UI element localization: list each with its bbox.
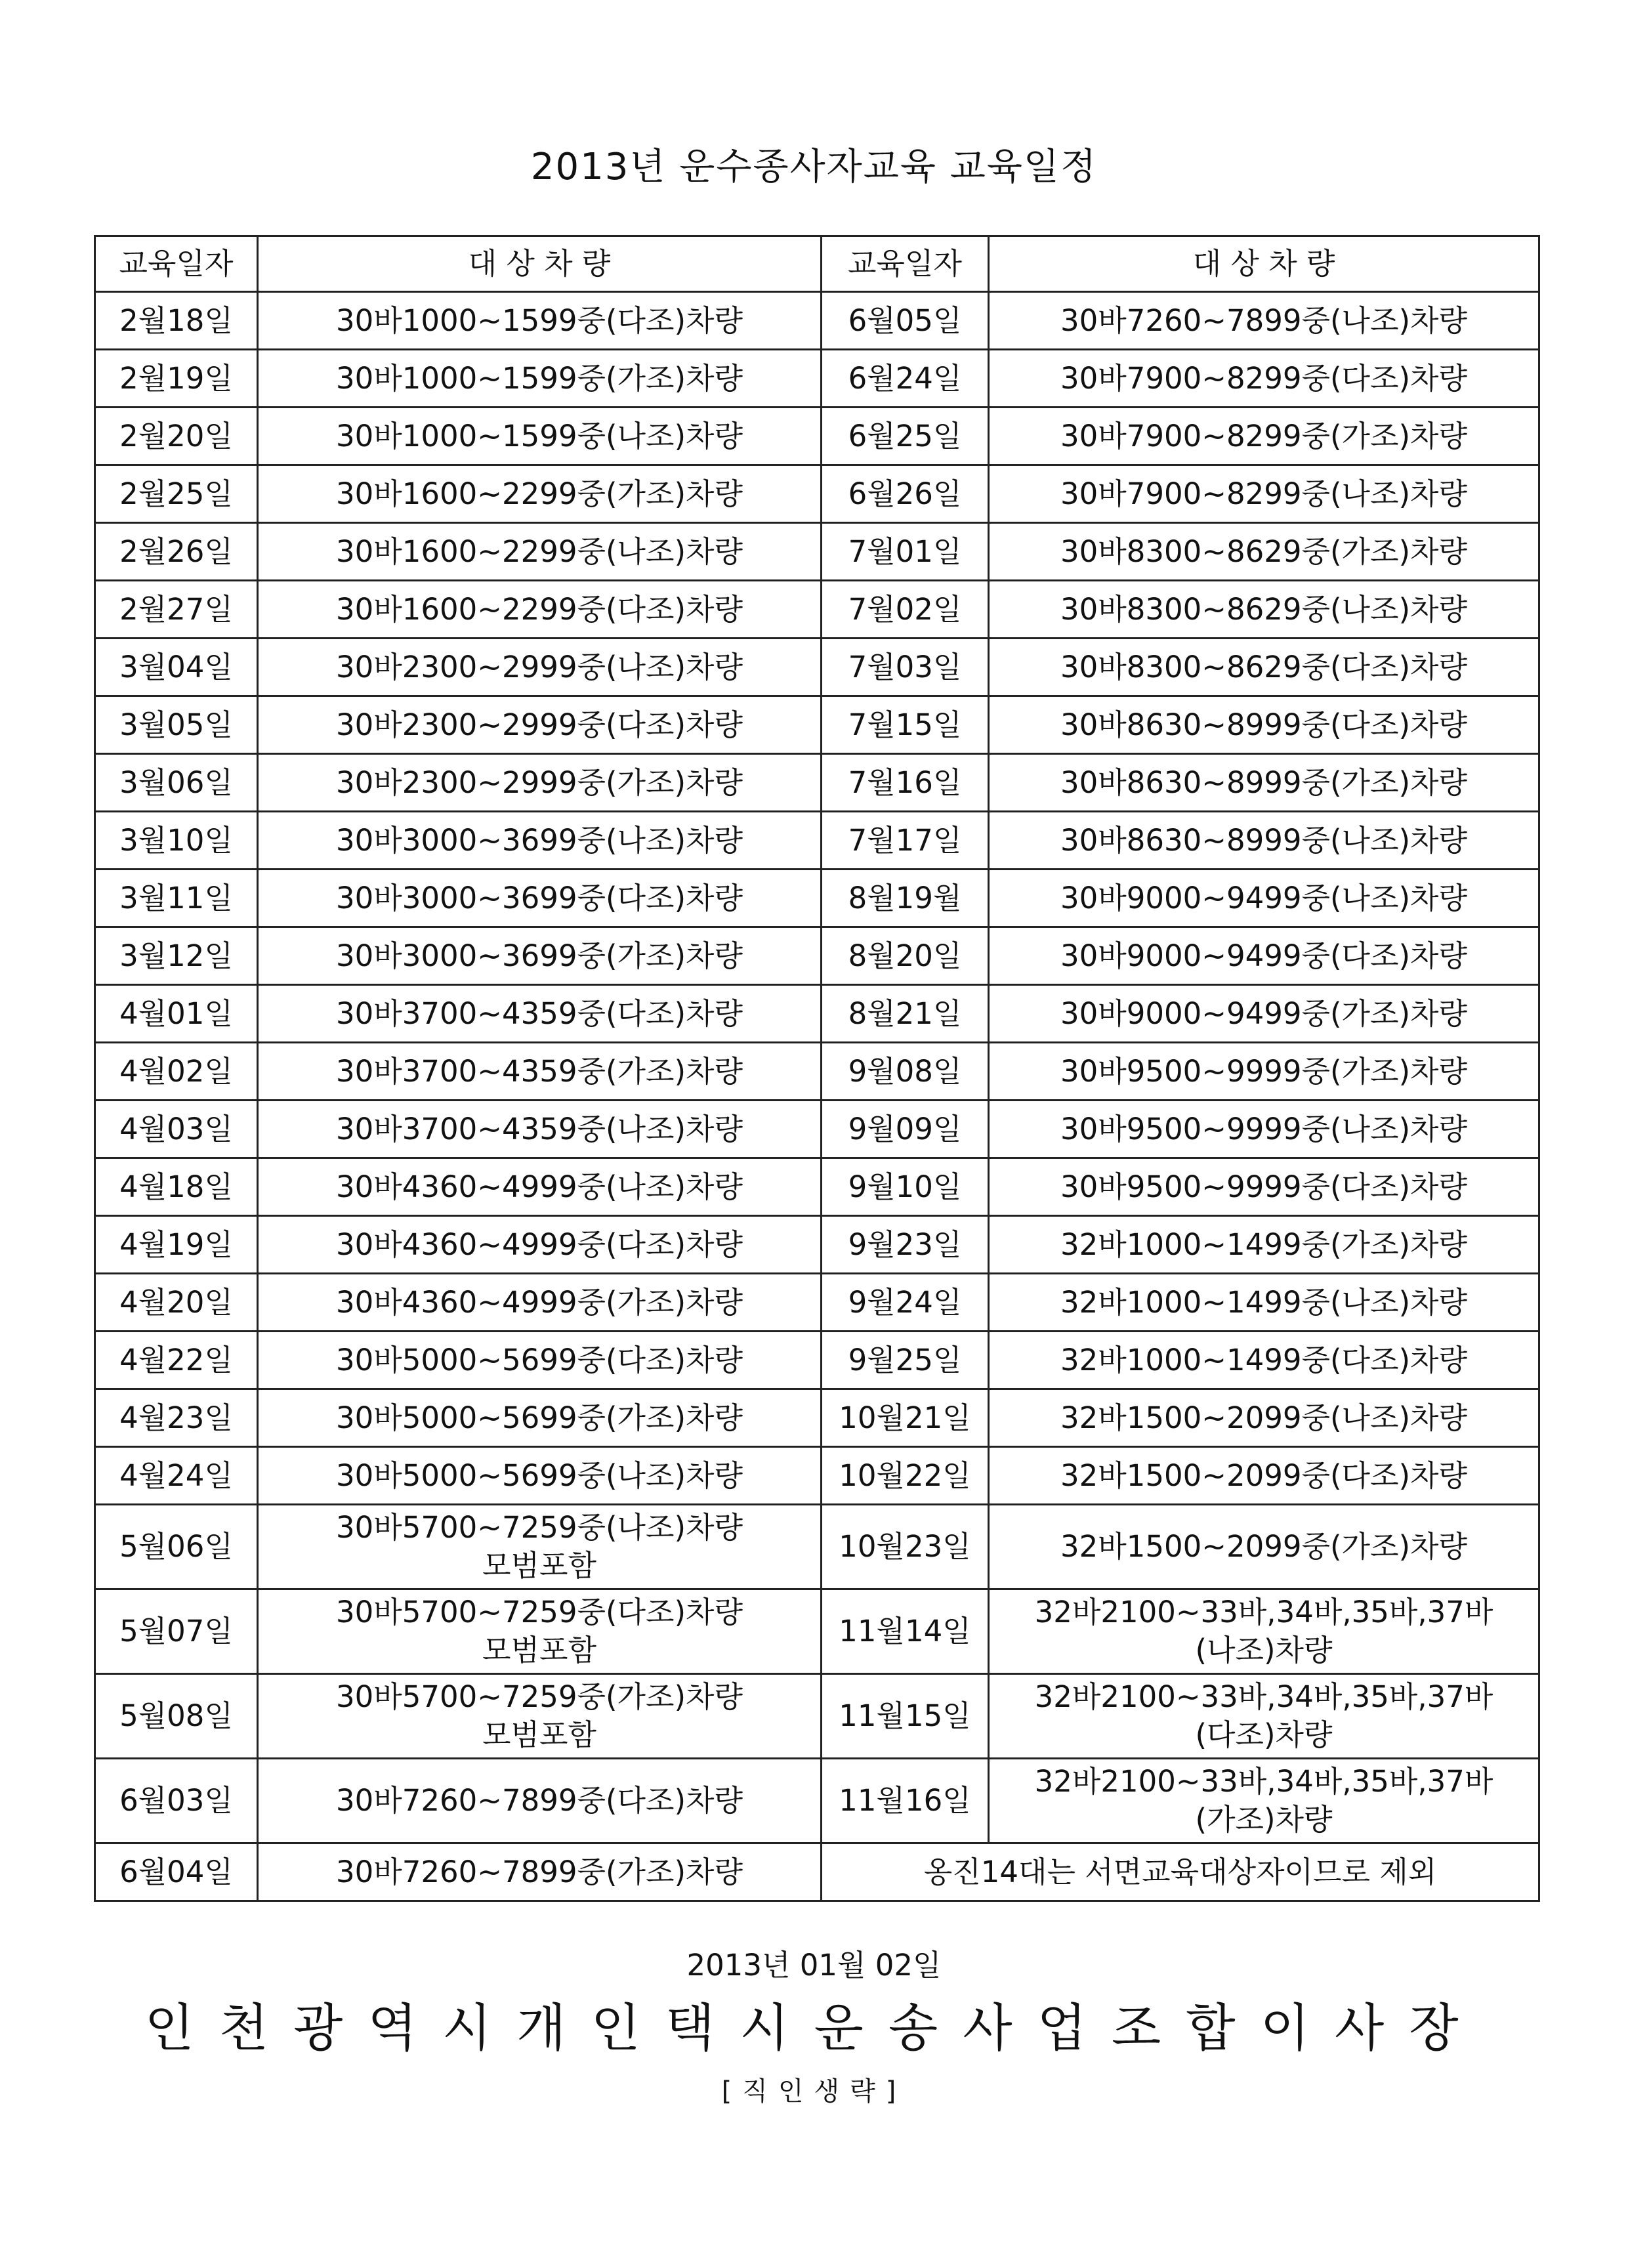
table-row	[95, 696, 1539, 754]
date-cell-left: 4월19일	[95, 1216, 258, 1274]
vehicle-range-right: 32바2100~33바,34바,35바,37바	[1034, 1679, 1493, 1714]
vehicle-range-right: 32바1500~2099중(가조)차량	[1060, 1529, 1467, 1564]
vehicle-cell-left	[258, 1043, 822, 1101]
vehicle-note-left: 모범포함	[482, 1548, 596, 1583]
vehicle-range-left: 30바1600~2299중(가조)차량	[336, 476, 743, 511]
vehicle-group-right: (가조)차량	[1195, 1802, 1333, 1837]
vehicle-cell-left	[258, 292, 822, 350]
date-cell-right: 7월01일	[822, 523, 989, 581]
date-cell-left: 3월10일	[95, 812, 258, 870]
vehicle-cell-left	[258, 1843, 822, 1901]
date-cell-right: 9월08일	[822, 1043, 989, 1101]
vehicle-range-right: 30바7900~8299중(가조)차량	[1060, 418, 1467, 453]
vehicle-range-left: 30바5000~5699중(다조)차량	[336, 1342, 743, 1377]
date-cell-right: 6월24일	[822, 350, 989, 408]
vehicle-range-left: 30바2300~2999중(다조)차량	[336, 707, 743, 742]
vehicle-cell-right	[989, 1274, 1539, 1332]
vehicle-range-left: 30바3000~3699중(다조)차량	[336, 880, 743, 915]
table-row	[95, 1759, 1539, 1843]
vehicle-cell-left	[258, 1158, 822, 1216]
vehicle-cell-right	[989, 639, 1539, 696]
vehicle-cell-right	[989, 1674, 1539, 1759]
date-cell-left: 5월07일	[95, 1589, 258, 1674]
vehicle-range-left: 30바4360~4999중(나조)차량	[336, 1169, 743, 1204]
table-row	[95, 927, 1539, 985]
date-cell-left: 2월19일	[95, 350, 258, 408]
vehicle-range-right: 32바1500~2099중(다조)차량	[1060, 1458, 1467, 1493]
date-cell-right: 10월23일	[822, 1505, 989, 1589]
vehicle-range-left: 30바4360~4999중(가조)차량	[336, 1284, 743, 1320]
vehicle-cell-right	[989, 1505, 1539, 1589]
vehicle-cell-right	[989, 1589, 1539, 1674]
vehicle-cell-right	[989, 1447, 1539, 1505]
table-row	[95, 1505, 1539, 1589]
vehicle-cell-right	[989, 1043, 1539, 1101]
vehicle-cell-left	[258, 1101, 822, 1158]
vehicle-cell-left	[258, 639, 822, 696]
header-date-1: 교육일자	[95, 236, 258, 292]
table-row	[95, 408, 1539, 465]
date-cell-left: 4월02일	[95, 1043, 258, 1101]
table-row	[95, 523, 1539, 581]
table-row	[95, 1274, 1539, 1332]
vehicle-range-right: 30바9500~9999중(나조)차량	[1060, 1111, 1467, 1146]
date-cell-left: 5월08일	[95, 1674, 258, 1759]
vehicle-cell-left	[258, 812, 822, 870]
date-cell-left: 2월25일	[95, 465, 258, 523]
vehicle-range-right: 30바8300~8629중(나조)차량	[1060, 591, 1467, 627]
table-row	[95, 1043, 1539, 1101]
issuer-name: 인천광역시개인택시운송사업조합이사장	[144, 1999, 1484, 2058]
vehicle-cell-left	[258, 1389, 822, 1447]
vehicle-cell-right	[989, 1101, 1539, 1158]
vehicle-range-right: 32바2100~33바,34바,35바,37바	[1034, 1595, 1493, 1629]
vehicle-cell-left	[258, 523, 822, 581]
vehicle-range-left: 30바5700~7259중(가조)차량	[336, 1679, 743, 1714]
date-cell-right: 11월14일	[822, 1589, 989, 1674]
date-cell-left: 2월20일	[95, 408, 258, 465]
date-cell-left: 5월06일	[95, 1505, 258, 1589]
vehicle-cell-left	[258, 1274, 822, 1332]
vehicle-cell-left	[258, 696, 822, 754]
issue-date: 2013년 01월 02일	[686, 1948, 942, 1983]
vehicle-cell-right	[989, 581, 1539, 639]
date-cell-right: 7월03일	[822, 639, 989, 696]
date-cell-right: 9월24일	[822, 1274, 989, 1332]
vehicle-note-left: 모범포함	[482, 1633, 596, 1668]
vehicle-cell-right	[989, 465, 1539, 523]
date-cell-right: 10월22일	[822, 1447, 989, 1505]
table-row	[95, 1332, 1539, 1389]
vehicle-cell-left	[258, 985, 822, 1043]
header-date-2: 교육일자	[822, 236, 989, 292]
vehicle-range-right: 30바9000~9499중(다조)차량	[1060, 938, 1467, 973]
schedule-body	[95, 292, 1539, 1901]
date-cell-right: 9월25일	[822, 1332, 989, 1389]
date-cell-right: 8월20일	[822, 927, 989, 985]
vehicle-cell-right	[989, 985, 1539, 1043]
vehicle-cell-left	[258, 1759, 822, 1843]
table-row	[95, 581, 1539, 639]
vehicle-range-right: 30바9500~9999중(다조)차량	[1060, 1169, 1467, 1204]
vehicle-cell-right	[989, 870, 1539, 927]
vehicle-range-left: 30바1600~2299중(다조)차량	[336, 591, 743, 627]
vehicle-range-right: 30바7900~8299중(나조)차량	[1060, 476, 1467, 511]
date-cell-left: 3월06일	[95, 754, 258, 812]
date-cell-left: 4월23일	[95, 1389, 258, 1447]
table-row	[95, 292, 1539, 350]
vehicle-range-right: 30바7900~8299중(다조)차량	[1060, 360, 1467, 396]
vehicle-range-right: 30바7260~7899중(나조)차량	[1060, 303, 1467, 338]
date-cell-right: 9월10일	[822, 1158, 989, 1216]
document-title: 2013년 운수종사자교육 교육일정	[530, 146, 1098, 188]
vehicle-range-left: 30바1600~2299중(나조)차량	[336, 534, 743, 569]
vehicle-cell-left	[258, 408, 822, 465]
vehicle-cell-right	[989, 523, 1539, 581]
date-cell-left: 4월18일	[95, 1158, 258, 1216]
header-row	[95, 236, 1539, 292]
vehicle-range-right: 30바8630~8999중(다조)차량	[1060, 707, 1467, 742]
vehicle-cell-right	[989, 1389, 1539, 1447]
vehicle-range-right: 30바8630~8999중(가조)차량	[1060, 765, 1467, 800]
vehicle-range-left: 30바1000~1599중(나조)차량	[336, 418, 743, 453]
vehicle-cell-left	[258, 350, 822, 408]
exclusion-note-cell: 옹진14대는 서면교육대상자이므로 제외	[822, 1843, 1539, 1901]
table-row	[95, 870, 1539, 927]
vehicle-range-left: 30바2300~2999중(나조)차량	[336, 649, 743, 684]
date-cell-left: 4월22일	[95, 1332, 258, 1389]
vehicle-cell-left	[258, 927, 822, 985]
date-cell-left: 4월01일	[95, 985, 258, 1043]
table-row	[95, 639, 1539, 696]
vehicle-range-right: 30바9000~9499중(가조)차량	[1060, 996, 1467, 1031]
vehicle-range-left: 30바5000~5699중(가조)차량	[336, 1400, 743, 1435]
vehicle-range-right: 32바1500~2099중(나조)차량	[1060, 1400, 1467, 1435]
date-cell-left: 3월11일	[95, 870, 258, 927]
table-row	[95, 465, 1539, 523]
header-vehicle-1: 대 상 차 량	[258, 236, 822, 292]
vehicle-range-left: 30바3700~4359중(나조)차량	[336, 1111, 743, 1146]
table-row	[95, 812, 1539, 870]
date-cell-right: 7월16일	[822, 754, 989, 812]
table-row	[95, 1101, 1539, 1158]
vehicle-cell-right	[989, 1759, 1539, 1843]
vehicle-group-right: (나조)차량	[1195, 1633, 1333, 1668]
table-row	[95, 985, 1539, 1043]
date-cell-left: 2월26일	[95, 523, 258, 581]
vehicle-range-right: 30바8300~8629중(다조)차량	[1060, 649, 1467, 684]
date-cell-left: 3월04일	[95, 639, 258, 696]
date-cell-left: 6월04일	[95, 1843, 258, 1901]
date-cell-left: 3월12일	[95, 927, 258, 985]
vehicle-range-left: 30바3000~3699중(가조)차량	[336, 938, 743, 973]
date-cell-left: 4월03일	[95, 1101, 258, 1158]
date-cell-right: 6월05일	[822, 292, 989, 350]
date-cell-left: 4월24일	[95, 1447, 258, 1505]
date-cell-right: 10월21일	[822, 1389, 989, 1447]
vehicle-range-right: 30바9000~9499중(나조)차량	[1060, 880, 1467, 915]
vehicle-cell-right	[989, 1332, 1539, 1389]
vehicle-range-right: 32바2100~33바,34바,35바,37바	[1034, 1764, 1493, 1799]
vehicle-range-left: 30바5700~7259중(다조)차량	[336, 1595, 743, 1629]
date-cell-left: 2월27일	[95, 581, 258, 639]
vehicle-range-right: 32바1000~1499중(나조)차량	[1060, 1284, 1467, 1320]
vehicle-cell-right	[989, 696, 1539, 754]
vehicle-cell-right	[989, 927, 1539, 985]
table-row	[95, 754, 1539, 812]
table-row	[95, 1843, 1539, 1901]
vehicle-range-left: 30바3700~4359중(가조)차량	[336, 1053, 743, 1089]
table-row	[95, 1389, 1539, 1447]
schedule-table	[94, 235, 1540, 1902]
vehicle-range-left: 30바4360~4999중(다조)차량	[336, 1227, 743, 1262]
vehicle-note-left: 모범포함	[482, 1717, 596, 1752]
vehicle-cell-left	[258, 1674, 822, 1759]
table-row	[95, 1447, 1539, 1505]
date-cell-left: 6월03일	[95, 1759, 258, 1843]
date-cell-right: 7월15일	[822, 696, 989, 754]
date-cell-left: 3월05일	[95, 696, 258, 754]
vehicle-range-left: 30바3700~4359중(다조)차량	[336, 996, 743, 1031]
vehicle-range-left: 30바7260~7899중(가조)차량	[336, 1854, 743, 1889]
vehicle-cell-right	[989, 812, 1539, 870]
date-cell-left: 4월20일	[95, 1274, 258, 1332]
date-cell-right: 6월25일	[822, 408, 989, 465]
seal-omitted-note: [직인생략]	[721, 2076, 907, 2107]
vehicle-cell-left	[258, 1216, 822, 1274]
date-cell-right: 9월23일	[822, 1216, 989, 1274]
table-row	[95, 1589, 1539, 1674]
table-row	[95, 1158, 1539, 1216]
vehicle-cell-left	[258, 870, 822, 927]
vehicle-cell-left	[258, 465, 822, 523]
vehicle-cell-left	[258, 1505, 822, 1589]
vehicle-cell-left	[258, 754, 822, 812]
table-row	[95, 1674, 1539, 1759]
table-row	[95, 1216, 1539, 1274]
vehicle-range-right: 30바8630~8999중(나조)차량	[1060, 822, 1467, 858]
vehicle-range-left: 30바1000~1599중(다조)차량	[336, 303, 743, 338]
vehicle-cell-right	[989, 408, 1539, 465]
date-cell-right: 7월02일	[822, 581, 989, 639]
vehicle-range-left: 30바3000~3699중(나조)차량	[336, 822, 743, 858]
vehicle-range-right: 30바8300~8629중(가조)차량	[1060, 534, 1467, 569]
vehicle-range-right: 32바1000~1499중(가조)차량	[1060, 1227, 1467, 1262]
vehicle-range-left: 30바1000~1599중(가조)차량	[336, 360, 743, 396]
table-row	[95, 350, 1539, 408]
vehicle-cell-left	[258, 1447, 822, 1505]
date-cell-left: 2월18일	[95, 292, 258, 350]
date-cell-right: 9월09일	[822, 1101, 989, 1158]
vehicle-cell-right	[989, 1216, 1539, 1274]
vehicle-cell-right	[989, 754, 1539, 812]
vehicle-range-left: 30바5700~7259중(나조)차량	[336, 1510, 743, 1545]
date-cell-right: 8월21일	[822, 985, 989, 1043]
vehicle-cell-left	[258, 1332, 822, 1389]
vehicle-range-left: 30바2300~2999중(가조)차량	[336, 765, 743, 800]
vehicle-cell-left	[258, 581, 822, 639]
vehicle-cell-left	[258, 1589, 822, 1674]
vehicle-range-left: 30바7260~7899중(다조)차량	[336, 1783, 743, 1818]
date-cell-right: 11월16일	[822, 1759, 989, 1843]
date-cell-right: 8월19월	[822, 870, 989, 927]
vehicle-group-right: (다조)차량	[1195, 1717, 1333, 1752]
header-vehicle-2: 대 상 차 량	[989, 236, 1539, 292]
date-cell-right: 6월26일	[822, 465, 989, 523]
vehicle-cell-right	[989, 1158, 1539, 1216]
vehicle-cell-right	[989, 350, 1539, 408]
vehicle-range-right: 32바1000~1499중(다조)차량	[1060, 1342, 1467, 1377]
vehicle-range-left: 30바5000~5699중(나조)차량	[336, 1458, 743, 1493]
date-cell-right: 11월15일	[822, 1674, 989, 1759]
vehicle-cell-right	[989, 292, 1539, 350]
vehicle-range-right: 30바9500~9999중(가조)차량	[1060, 1053, 1467, 1089]
date-cell-right: 7월17일	[822, 812, 989, 870]
